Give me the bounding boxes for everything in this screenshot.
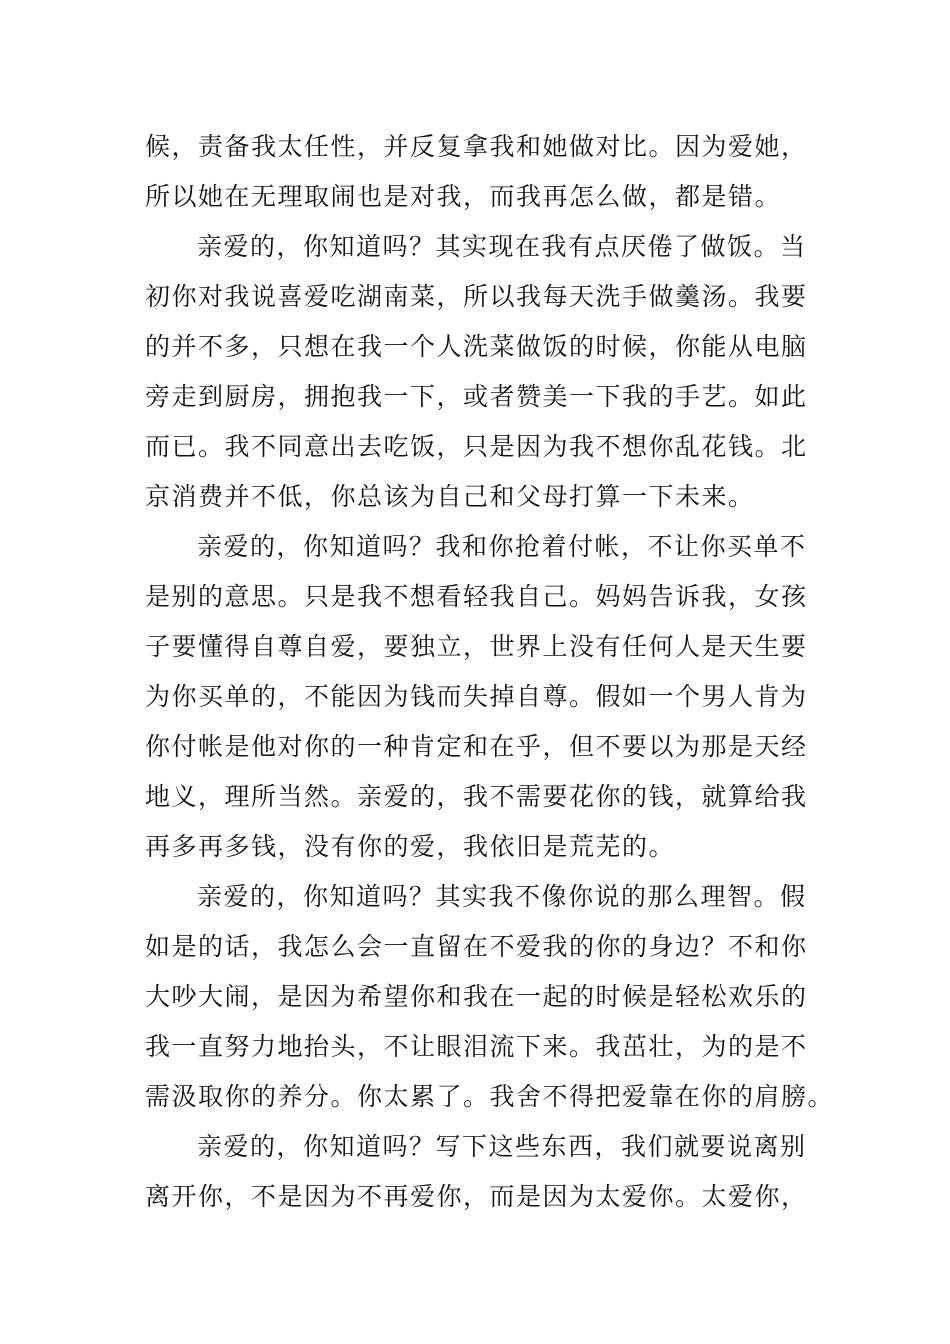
text-line: 而已。我不同意出去吃饭，只是因为我不想你乱花钱。北 xyxy=(145,432,808,461)
text-line: 如是的话，我怎么会一直留在不爱我的你的身边？不和你 xyxy=(145,932,808,961)
paragraph-start-line: 亲爱的，你知道吗？其实现在我有点厌倦了做饭。当 xyxy=(197,232,807,261)
text-line: 我一直努力地抬头，不让眼泪流下来。我茁壮，为的是不 xyxy=(145,1032,808,1061)
text-line: 京消费并不低，你总该为自己和父母打算一下未来。 xyxy=(145,482,755,511)
paragraph-start-line: 亲爱的，你知道吗？我和你抢着付帐，不让你买单不 xyxy=(197,532,807,561)
text-line: 是别的意思。只是我不想看轻我自己。妈妈告诉我，女孩 xyxy=(145,582,808,611)
text-line: 离开你，不是因为不再爱你，而是因为太爱你。太爱你， xyxy=(145,1182,808,1211)
text-line: 的并不多，只想在我一个人洗菜做饭的时候，你能从电脑 xyxy=(145,332,808,361)
text-line: 子要懂得自尊自爱，要独立，世界上没有任何人是天生要 xyxy=(145,632,808,661)
text-line: 初你对我说喜爱吃湖南菜，所以我每天洗手做羹汤。我要 xyxy=(145,282,808,311)
text-line: 需汲取你的养分。你太累了。我舍不得把爱靠在你的肩膀。 xyxy=(145,1082,835,1111)
text-line: 地义，理所当然。亲爱的，我不需要花你的钱，就算给我 xyxy=(145,782,808,811)
text-line: 为你买单的，不能因为钱而失掉自尊。假如一个男人肯为 xyxy=(145,682,808,711)
text-line: 你付帐是他对你的一种肯定和在乎，但不要以为那是天经 xyxy=(145,732,808,761)
text-line: 再多再多钱，没有你的爱，我依旧是荒芜的。 xyxy=(145,832,676,861)
paragraph-start-line: 亲爱的，你知道吗？其实我不像你说的那么理智。假 xyxy=(197,882,807,911)
text-line: 大吵大闹，是因为希望你和我在一起的时候是轻松欢乐的 xyxy=(145,982,808,1011)
text-line: 候，责备我太任性，并反复拿我和她做对比。因为爱她， xyxy=(145,132,808,161)
paragraph-start-line: 亲爱的，你知道吗？写下这些东西，我们就要说离别 xyxy=(197,1132,807,1161)
text-line: 旁走到厨房，拥抱我一下，或者赞美一下我的手艺。如此 xyxy=(145,382,808,411)
body-text xyxy=(145,128,835,1228)
text-line: 所以她在无理取闹也是对我，而我再怎么做，都是错。 xyxy=(145,182,782,211)
